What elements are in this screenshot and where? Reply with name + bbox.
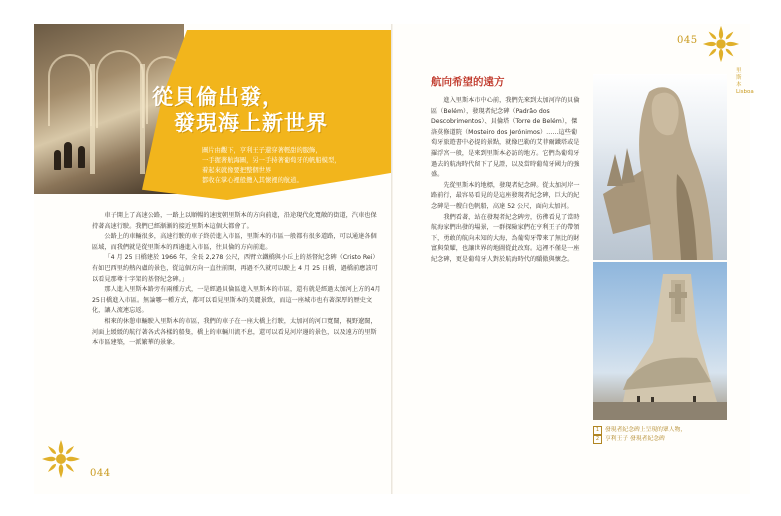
caption-number: 1: [593, 426, 602, 435]
book-spread: [34, 24, 754, 494]
caption-text: 發現者紀念碑: [630, 436, 665, 442]
caption-item-2: [593, 435, 733, 444]
paragraph: 先從里斯本的地標，發現者紀念碑。從太加河岸一路前行，最容易看見的是這座發現者紀念碑，巨大的紀念碑是一艘白色帆船，高達 52 公尺，面向太加河。: [431, 181, 580, 210]
paragraph: 我們看著，站在發現者紀念碑旁，彷彿看見了當時航海家們出發的場景，一群探險家們在亨利王子的帶領下，勇敢的航向未知的大海，為葡萄牙帶來了無比的財富與榮耀，也讓世界的地圖從此改寫。這裡不僅是一座紀念碑，更是葡萄牙人對於航海時代的驕傲與懷念。: [431, 213, 580, 263]
right-page: [393, 24, 754, 494]
page-number-left: 044: [90, 468, 111, 479]
right-body-text: [431, 96, 581, 266]
caption-item-1: [593, 426, 733, 435]
running-header-side: 里斯本 Lisboa: [736, 68, 754, 95]
page-number-right: 045: [677, 35, 698, 46]
banner-subtitle: [202, 146, 362, 186]
padrao-monument-photo: [593, 262, 727, 420]
paragraph: 進入里斯本市中心前，我們先來到太加河岸的貝倫區（Belém），發現者紀念碑（Padrão dos Descobrimentos）、貝倫塔（Torre de Belém），傑洛莫修道院（Mosteiro dos Jerónimos）……這些葡萄牙旅遊書中必提的景點，就像巴勒的艾菲爾鐵塔或是羅浮宮一般，是來到里斯本必訪的地方。它們為葡萄牙過去的航海時代留下了見證，以及當時葡萄牙國力的強盛。: [431, 97, 580, 179]
paragraph: 那人進入里斯本路旁有兩種方式，一是經過貝倫區進入里斯本的市區，還有就是經過太加河上方的4月25日橋進入市區。無論哪一種方式，都可以看見里斯本的美麗景致，而這一座城市也有著深厚的歷史文化，讓人流連忘返。: [92, 286, 381, 315]
banner-subtitle-line: 一手握著航海圖，另一手持著葡萄牙的帆船模型，: [202, 157, 341, 164]
paragraph: 車子開上了高速公路，一路上以順暢的速度朝里斯本的方向前進，沿途現代化寬敞的街道，汽車也保持著高速行駛。我們已經漸漸的接近里斯本這個大都會了。: [92, 212, 377, 230]
fleur-ornament-icon: [701, 24, 741, 64]
caption-text: 發現者紀念碑上呈現的眾人物，: [605, 427, 687, 433]
caption-text: 亨利王子: [605, 436, 629, 442]
paragraph: 相來的休憩車輛駛入里斯本的市區，我們的車子在一座大橋上行駛，太加河的河口寬闊，視野遼闊，河面上緩緩的航行著各式各樣的船隻，橋上的車輛川流不息，還可以看見河岸邊的景色，以及遠方的里斯本市區建築，一派繁華的景象。: [92, 317, 377, 347]
caption-number: 2: [593, 435, 602, 444]
banner-subtitle-line: 都收在掌心裡般攬入其懷裡的航道。: [202, 177, 303, 184]
section-title: 航向希望的遠方: [431, 76, 505, 88]
banner-subtitle-line: 着起來就像要把整個世界: [202, 167, 272, 174]
photo-caption: [593, 426, 733, 444]
fleur-ornament-icon: [40, 438, 82, 480]
paragraph: 公路上的車輛很多，高速行駛的車子終於進入市區，里斯本的市區一般都有很多道路，可以通達各個區域，而我們就是從里斯本的西邊進入市區，往貝倫的方向前進。: [92, 233, 377, 251]
padrao-monument-illustration: [593, 262, 727, 420]
left-body-text: [92, 211, 382, 349]
left-page: [34, 24, 393, 494]
monument-statue-photo: [593, 74, 727, 260]
banner-subtitle-line: 圖片由觀下，亨利王子還穿著輕甜的服飾，: [202, 147, 322, 154]
monument-statue-illustration: [593, 74, 727, 260]
chapter-title-line-2: 發現海上新世界: [174, 110, 328, 135]
paragraph: 「4 月 25 日橋建於 1966 年，全長 2,278 公尺，西臂立鐵橋與小丘上的基督紀念碑（Cristo Rei）有如巴西里約熱內盧的景色，從這個方向一直往前開，再過不久就可以駛上 4 月 25 日橋，過橋前應該可以看見那尊十字架的基督紀念碑。」: [92, 254, 379, 283]
chapter-title-line-1: 從貝倫出發，: [152, 84, 284, 109]
chapter-title: [152, 84, 392, 136]
